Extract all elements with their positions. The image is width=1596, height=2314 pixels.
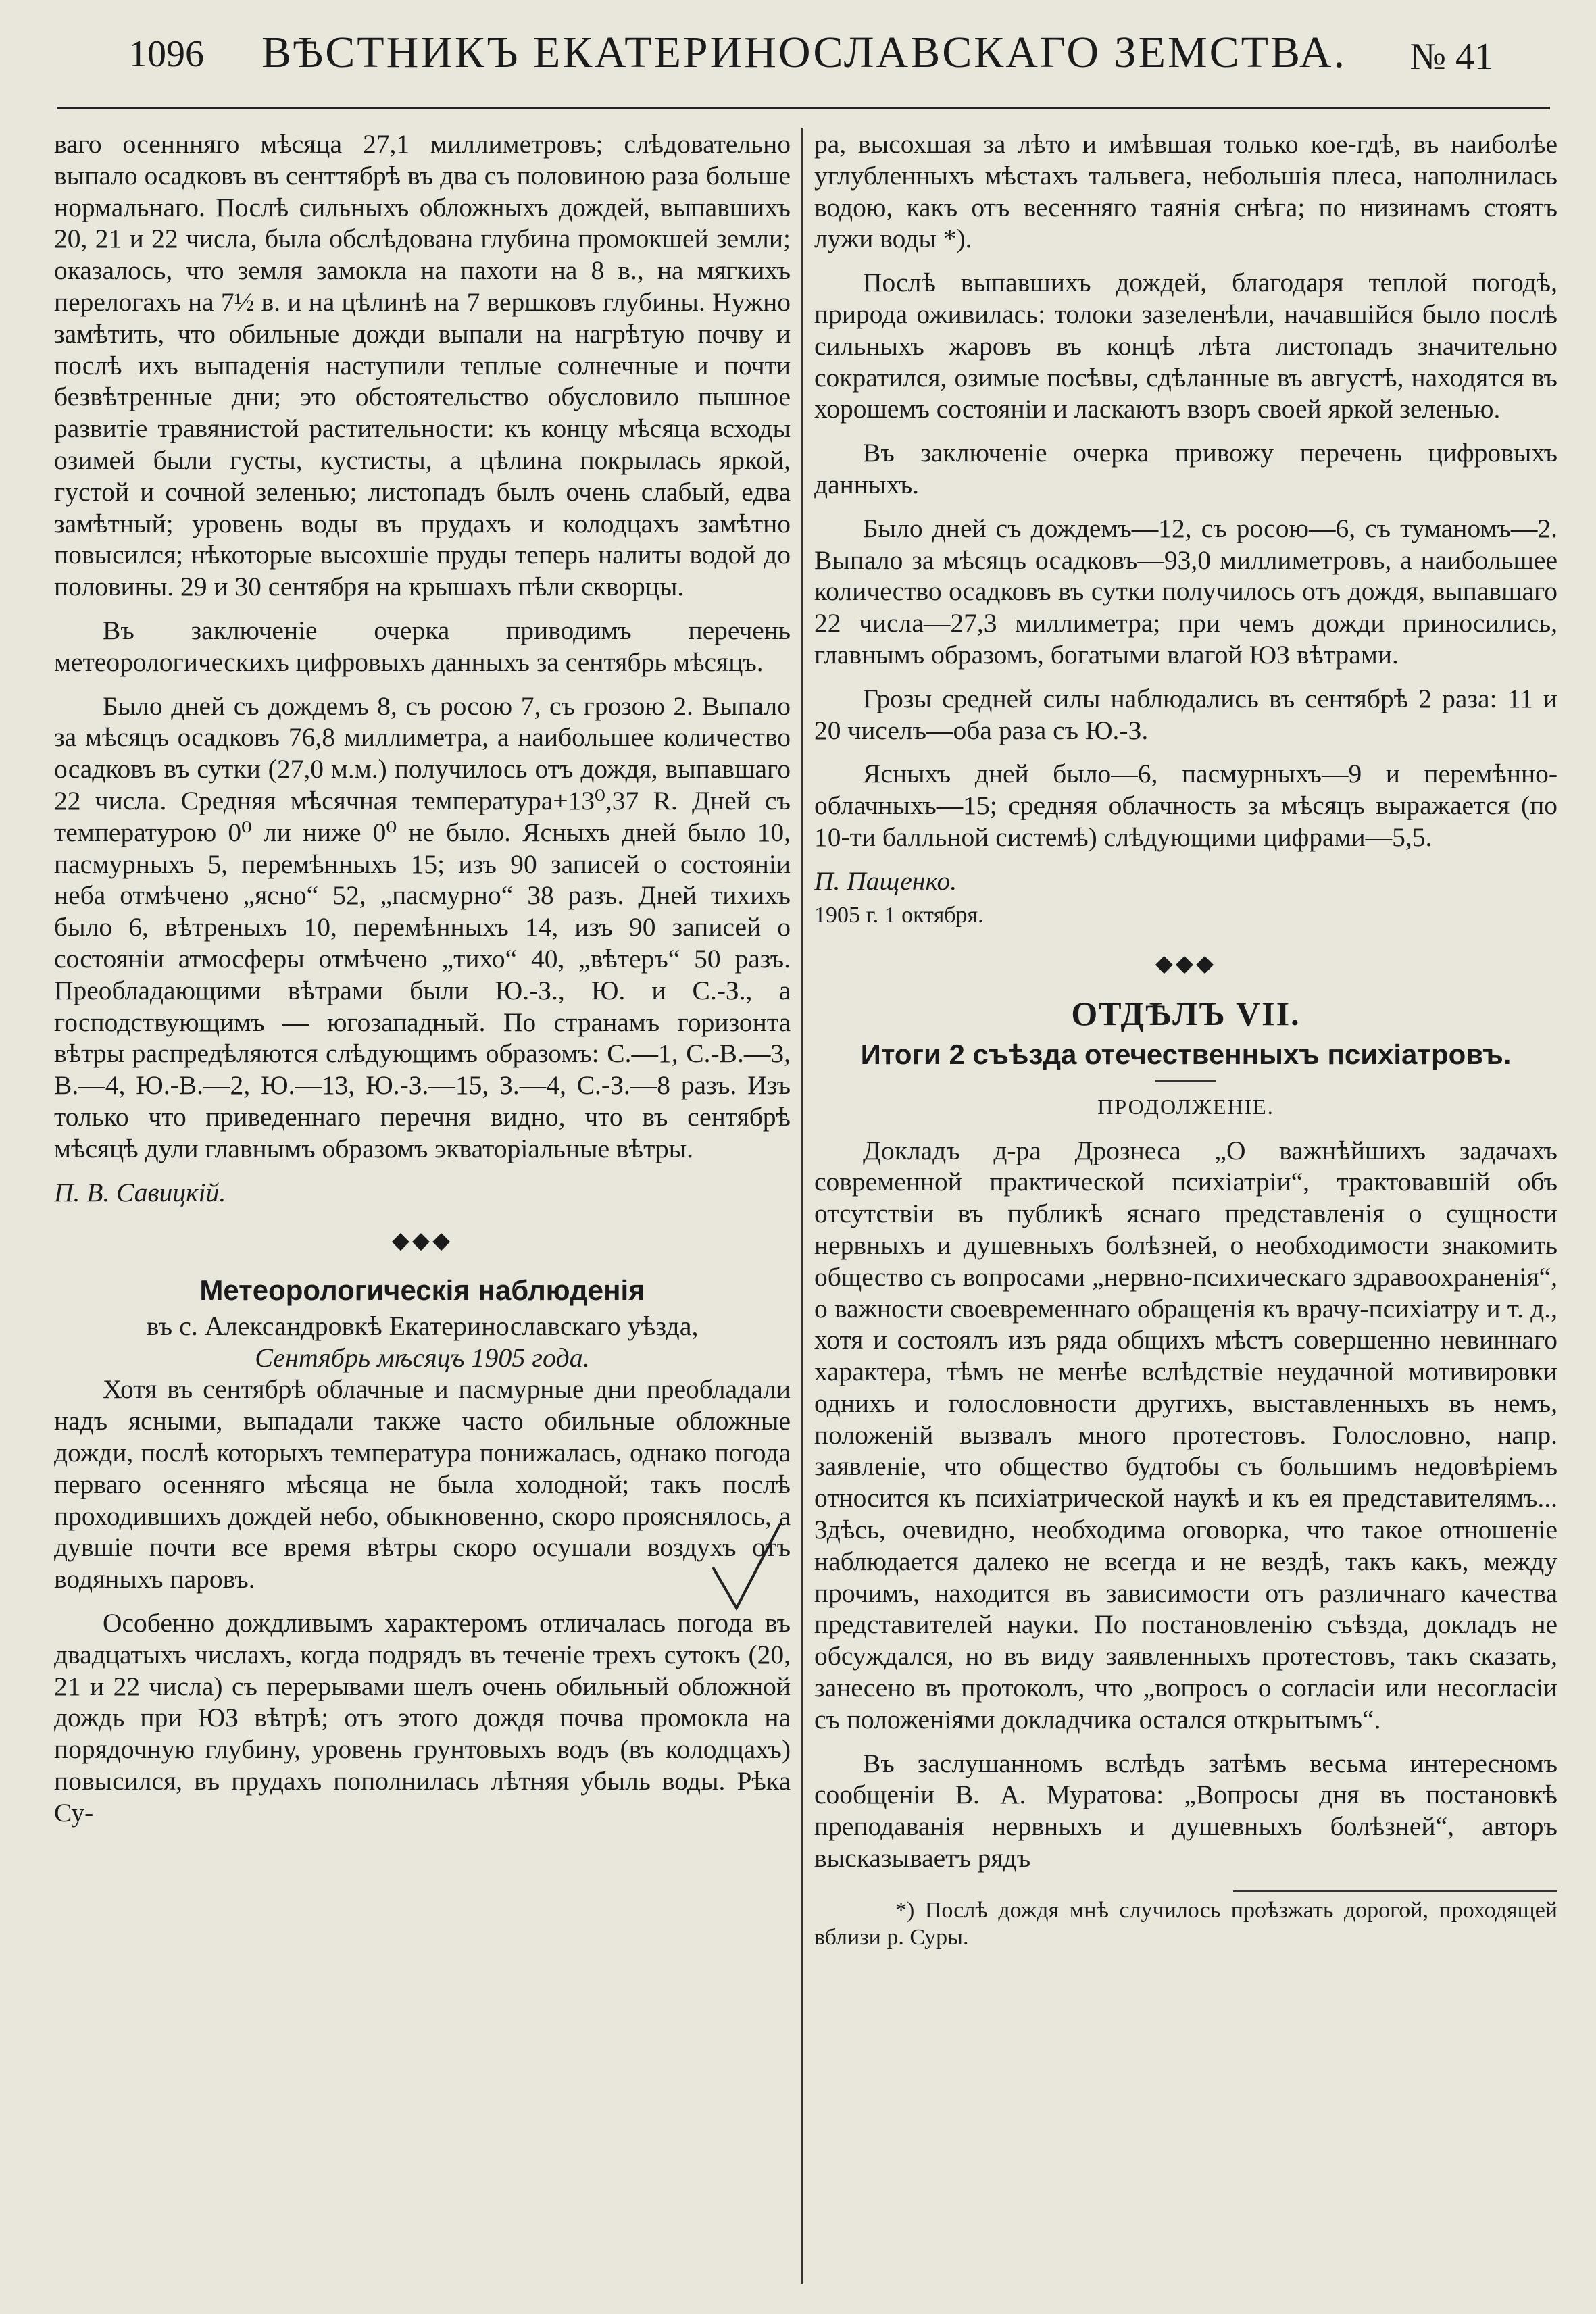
department-ornament: ◆◆◆ xyxy=(1155,951,1217,977)
right-paragraph-8: Въ заслушанномъ вслѣдъ затѣмъ весьма интересномъ сообщеніи В. А. Муратова: „Вопросы дня въ постановкѣ преподаванія нервныхъ и душевныхъ болѣзней“, авторъ высказываетъ рядъ xyxy=(814,1748,1557,1873)
right-paragraph-1: ра, высохшая за лѣто и имѣвшая только кое-гдѣ, въ наиболѣе углубленныхъ мѣстахъ тальвега, небольшія плеса, наполнилась водою, какъ отъ весенняго таянія снѣга; по низинамъ стоятъ лужи воды *). xyxy=(814,129,1557,254)
right-column xyxy=(814,128,1557,2284)
section-date: Сентябрь мѣсяцъ 1905 года. xyxy=(255,1342,590,1373)
signature-savitsky: П. В. Савицкій. xyxy=(54,1177,226,1207)
dateline: 1905 г. 1 октября. xyxy=(814,902,984,928)
left-column xyxy=(54,128,791,2284)
left-paragraph-5: Особенно дождливымъ характеромъ отличалась погода въ двадцатыхъ числахъ, когда подрядъ въ теченіе трехъ сутокъ (20, 21 и 22 числа) съ перерывами шелъ очень обильный обложной дождь при ЮЗ вѣтрѣ; отъ этого дождя почва промокла на порядочную глубину, уровень грунтовыхъ водъ (въ колодцахъ) повысился, въ прудахъ пополнилась лѣтняя убыль воды. Рѣка Су- xyxy=(54,1608,791,1828)
right-paragraph-6: Ясныхъ дней было—6, пасмурныхъ—9 и перемѣнно-облачныхъ—15; средняя облачность за мѣсяцъ выражается (по 10-ти балльной системѣ) слѣдующими цифрами—5,5. xyxy=(814,759,1557,852)
page-number: 1096 xyxy=(128,33,204,75)
footnote: *) Послѣ дождя мнѣ случилось проѣзжать дорогой, проходящей вблизи р. Суры. xyxy=(814,1897,1557,1950)
header-rule xyxy=(57,107,1550,109)
right-paragraph-3: Въ заключеніе очерка привожу перечень цифровыхъ данныхъ. xyxy=(814,438,1557,499)
journal-title: ВѢСТНИКЪ ЕКАТЕРИНОСЛАВСКАГО ЗЕМСТВА. xyxy=(261,28,1347,77)
article-heading: Итоги 2 съѣзда отечественныхъ психіатровъ. xyxy=(860,1038,1512,1070)
left-paragraph-1: ваго осеннняго мѣсяца 27,1 миллиметровъ; слѣдовательно выпало осадковъ въ сенттябрѣ въ два съ половиною раза больше нормальнаго. Послѣ сильныхъ обложныхъ дождей, выпавшихъ 20, 21 и 22 числа, была обслѣдована глубина промокшей земли; оказалось, что земля замокла на пахоти на 8 в., на мягкихъ перелогахъ на 7½ в. и на цѣлинѣ на 7 вершковъ глубины. Нужно замѣтить, что обильные дожди выпали на нагрѣтую почву и послѣ ихъ выпаденія наступили теплые солнечные и почти безвѣтренные дни; это обстоятельство обусловило пышное развитіе травянистой растительности: къ концу мѣсяца всходы озимей были густы, кустисты, а цѣлина покрылась яркой, густой и сочной зеленью; листопадъ былъ очень слабый, едва замѣтный; уровень воды въ прудахъ и колодцахъ замѣтно повысился; нѣкоторые высохшіе пруды теперь налиты водой до половины. 29 и 30 сентября на крышахъ пѣли скворцы. xyxy=(54,129,791,602)
right-paragraph-2: Послѣ выпавшихъ дождей, благодаря теплой погодѣ, природа оживилась: толоки зазеленѣли, начавшійся было послѣ сильныхъ жаровъ въ концѣ лѣта листопадъ значительно сократился, озимые посѣвы, сдѣланные въ августѣ, находятся въ хорошемъ состояніи и ласкаютъ взоръ своей яркой зеленью. xyxy=(814,268,1557,424)
section-heading: Метеорологическія наблюденія xyxy=(199,1274,645,1307)
right-paragraph-4: Было дней съ дождемъ—12, съ росою—6, съ туманомъ—2. Выпало за мѣсяцъ осадковъ—93,0 миллиметровъ, а наибольшее количество осадковъ въ сутки получилось отъ дождя, выпавшаго 22 числа—27,3 миллиметра; при чемъ дожди приносились, главнымъ образомъ, богатыми влагой ЮЗ вѣтрами. xyxy=(814,513,1557,670)
column-divider xyxy=(801,128,803,2284)
left-paragraph-2: Въ заключеніе очерка приводимъ перечень метеорологическихъ цифровыхъ данныхъ за сентябрь мѣсяцъ. xyxy=(54,615,791,677)
signature-pashchenko: П. Пащенко. xyxy=(814,865,957,896)
section-subheading: въ с. Александровкѣ Екатеринославскаго уѣзда, xyxy=(146,1310,699,1341)
heading-rule xyxy=(1155,1080,1216,1082)
right-paragraph-7: Докладъ д-ра Дрознеса „О важнѣйшихъ задачахъ современной практической психіатріи“, трактовавшій объ отсутствіи въ публикѣ яснаго представленія о сущности нервныхъ и душевныхъ болѣзней, о необходимости знакомить общество съ вопросами „нервно-психическаго здравоохраненія“, о важности своевременнаго обращенія къ врачу-психіатру и т. д., хотя и состоялъ изъ ряда общихъ мѣстъ совершенно невиннаго характера, тѣмъ не менѣе вслѣдствіе неудачной мотивировки однихъ и голословности другихъ, выставленныхъ въ немъ, положеній вызвалъ много протестовъ. Голословно, напр. заявленіе, что общество будтобы съ большимъ недовѣріемъ относится къ психіатрической наукѣ и къ ея представителямъ... Здѣсь, очевидно, необходима оговорка, что такое отношеніе наблюдается далеко не всегда и не вездѣ, такъ какъ, между прочимъ, находится въ зависимости отъ различнаго качества представителей науки. По постановленію съѣзда, докладъ не обсуждался, но въ виду заявленныхъ протестовъ, такъ сказать, занесено въ протоколъ, что „вопросъ о согласіи или несогласіи съ положеніями докладчика остался открытымъ“. xyxy=(814,1135,1557,1734)
checkmark-icon xyxy=(709,1520,784,1615)
left-paragraph-4: Хотя въ сентябрѣ облачные и пасмурные дни преобладали надъ ясными, выпадали также часто обильные обложные дожди, послѣ которыхъ температура понижалась, однако погода перваго осенняго мѣсяца не была холодной; такъ послѣ проходившихъ дождей небо, обыкновенно, скоро прояснялось, а дувшіе почти все время вѣтры скоро осушали воздухъ отъ водяныхъ паровъ. xyxy=(54,1374,791,1594)
page-header xyxy=(101,26,1507,100)
section-ornament: ◆◆◆ xyxy=(391,1228,453,1254)
right-paragraph-5: Грозы средней силы наблюдались въ сентябрѣ 2 раза: 11 и 20 чиселъ—оба раза съ Ю.-З. xyxy=(814,683,1557,745)
issue-number: № 41 xyxy=(1410,36,1493,78)
department-title: ОТДѢЛЪ VII. xyxy=(1071,995,1301,1033)
continued-label: ПРОДОЛЖЕНІЕ. xyxy=(1097,1094,1274,1119)
left-paragraph-3: Было дней съ дождемъ 8, съ росою 7, съ грозою 2. Выпало за мѣсяцъ осадковъ 76,8 миллиметра, а наибольшее количество осадковъ въ сутки (27,0 м.м.) получилось отъ дождя, выпавшаго 22 числа. Средняя мѣсячная температура+13⁰,37 R. Дней съ температурою 0⁰ ли ниже 0⁰ не было. Ясныхъ дней было 10, пасмурныхъ 5, перемѣнныхъ 15; изъ 90 записей о состояніи неба отмѣчено „ясно“ 52, „пасмурно“ 38 разъ. Дней тихихъ было 6, вѣтреныхъ 10, перемѣнныхъ 14, изъ 90 записей о состояніи атмосферы отмѣчено „тихо“ 40, „вѣтеръ“ 50 разъ. Преобладающими вѣтрами были Ю.-З., Ю. и С.-З., а господствующимъ — югозападный. По странамъ горизонта вѣтры распредѣляются слѣдующимъ образомъ: С.—1, С.-В.—3, В.—4, Ю.-В.—2, Ю.—13, Ю.-З.—15, З.—4, С.-З.—8 разъ. Изъ только что приведеннаго перечня видно, что въ сентябрѣ мѣсяцѣ дули главнымъ образомъ экваторіальные вѣтры. xyxy=(54,690,791,1163)
footnote-rule xyxy=(1233,1890,1557,1892)
